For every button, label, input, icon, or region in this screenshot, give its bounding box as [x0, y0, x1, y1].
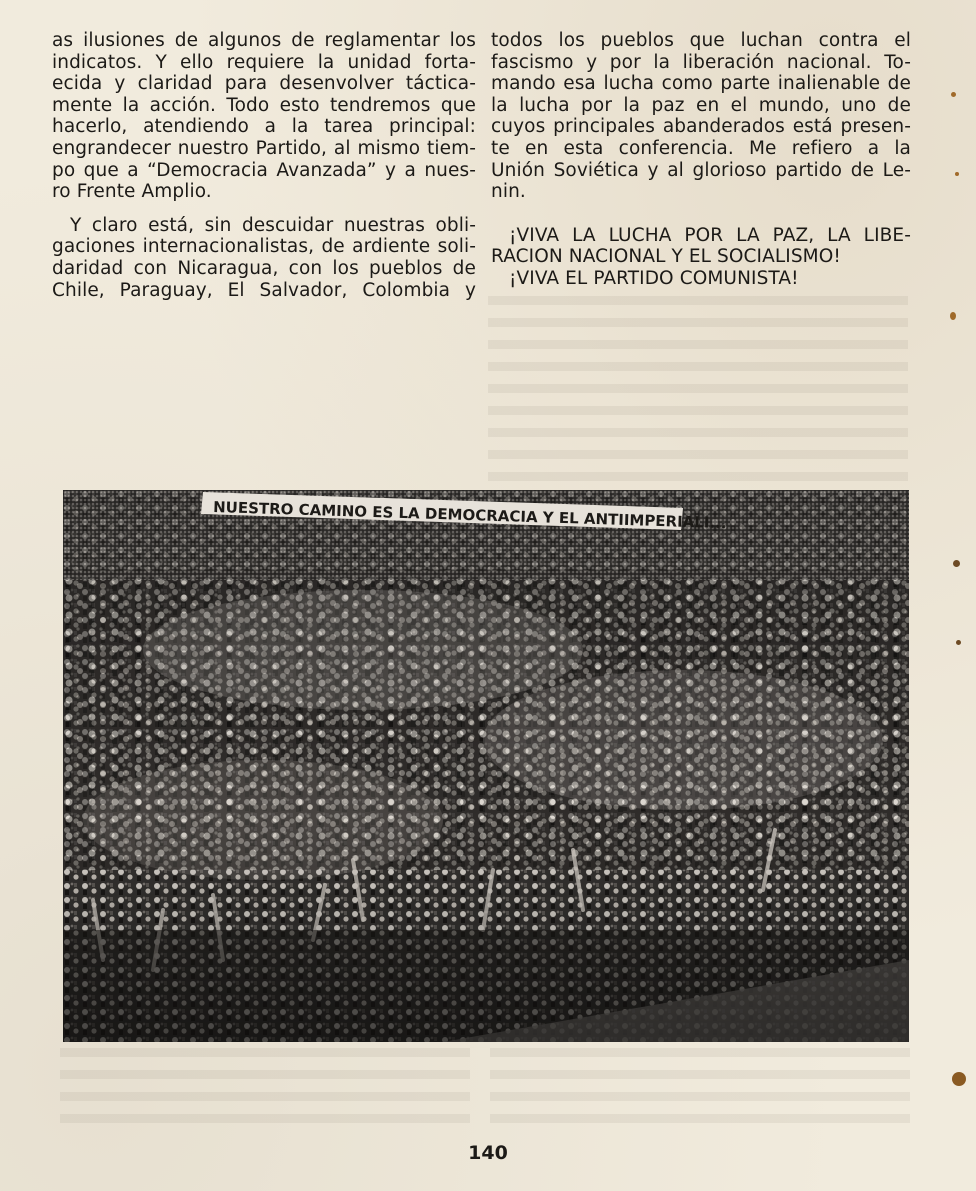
rally-crowd-photo [63, 490, 909, 1042]
text-line: Unión Soviética y al glorioso partido de Le- [491, 159, 911, 181]
text-line: ro Frente Amplio. [52, 181, 212, 203]
text-line: nin. [491, 181, 526, 203]
text-line: te en esta conferencia. Me refiero a la [491, 137, 911, 159]
slogan-line: RACION NACIONAL Y EL SOCIALISMO! [491, 246, 841, 268]
text-line: po que a “Democracia Avanzada” y a nues- [52, 159, 476, 181]
slogan-line: ¡VIVA EL PARTIDO COMUNISTA! [509, 267, 799, 289]
left-text-column [52, 30, 476, 301]
text-line: todos los pueblos que luchan contra el [491, 30, 911, 51]
bleed-through-bottom-right [490, 1048, 910, 1128]
margin-mark [950, 312, 956, 320]
slogan-block [491, 225, 911, 290]
text-line: fascismo y por la liberación nacional. To- [491, 51, 911, 73]
margin-mark [956, 640, 961, 645]
right-text-column [491, 30, 911, 290]
margin-mark [951, 92, 956, 97]
text-line: la lucha por la paz en el mundo, uno de [491, 94, 911, 116]
text-line: gaciones internacionalistas, de ardiente soli- [52, 236, 476, 258]
text-line: Chile, Paraguay, El Salvador, Colombia y [52, 279, 476, 301]
banner-text: NUESTRO CAMINO ES LA DEMOCRACIA Y EL ANTIIMPERIALI... [212, 498, 727, 533]
text-line: as ilusiones de algunos de reglamentar los [52, 30, 476, 51]
text-line: Y claro está, sin descuidar nuestras obli- [70, 214, 476, 236]
text-line: hacerlo, atendiendo a la tarea principal: [52, 116, 476, 138]
left-paragraph-1 [52, 30, 476, 203]
bleed-through-right-top [488, 296, 908, 486]
text-line: ecida y claridad para desenvolver táctica- [52, 73, 476, 95]
text-line: cuyos principales abanderados está presen- [491, 116, 911, 138]
text-line: mente la acción. Todo esto tendremos que [52, 94, 476, 116]
left-paragraph-2 [52, 215, 476, 301]
right-paragraph-1 [491, 30, 911, 203]
margin-mark [952, 1072, 966, 1086]
text-line: indicatos. Y ello requiere la unidad forta- [52, 51, 476, 73]
slogan-line: ¡VIVA LA LUCHA POR LA PAZ, LA LIBE- [509, 224, 911, 246]
text-line: daridad con Nicaragua, con los pueblos de [52, 257, 476, 279]
text-line: engrandecer nuestro Partido, al mismo tiem- [52, 137, 476, 159]
margin-mark [955, 172, 959, 176]
margin-mark [953, 560, 960, 567]
bleed-through-bottom-left [60, 1048, 470, 1128]
text-line: mando esa lucha como parte inalienable de [491, 73, 911, 95]
page-number: 140 [468, 1142, 508, 1164]
